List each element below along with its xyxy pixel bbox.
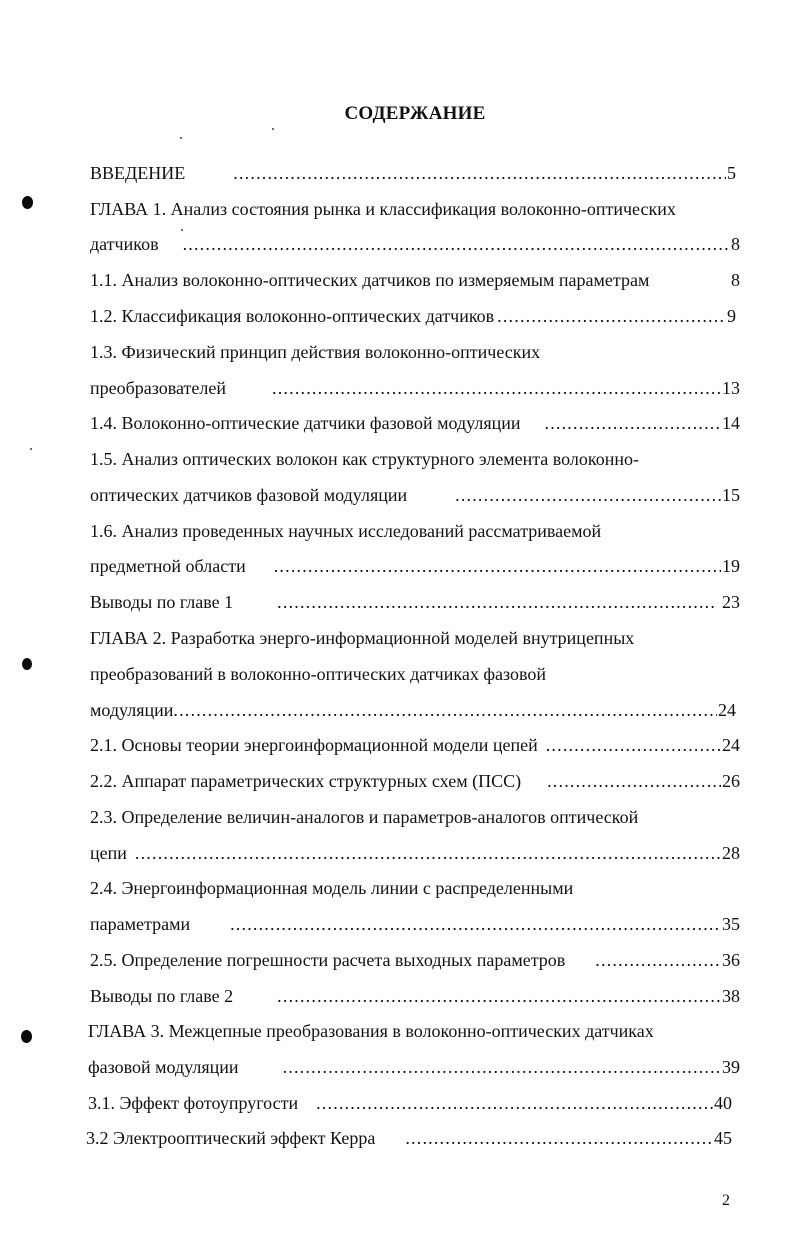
toc-entry (90, 734, 740, 756)
toc-entry (90, 913, 740, 935)
toc-entry-page: 45 (714, 1128, 732, 1148)
toc-entry-page: 9 (727, 306, 736, 326)
toc-entry-title: Выводы по главе 2 (90, 986, 234, 1006)
dot-leader (455, 484, 721, 506)
dot-leader (497, 305, 726, 327)
toc-entry (90, 877, 573, 899)
toc-entry-title: предметной области (90, 556, 246, 576)
toc-entry-page: 35 (722, 914, 740, 934)
toc-entry (90, 269, 740, 291)
dot-leader (595, 949, 721, 971)
toc-entry (90, 770, 740, 792)
dot-leader (173, 699, 717, 721)
toc-entry-title: цепи (90, 843, 127, 863)
binder-hole-mark (22, 196, 33, 209)
dot-leader (274, 555, 721, 577)
toc-entry (90, 412, 740, 434)
dot-leader (545, 412, 722, 434)
toc-entry-page: 38 (722, 986, 740, 1006)
dot-leader (135, 842, 721, 864)
toc-entry-title: преобразований в волоконно-оптических датчиках фазовой (90, 664, 546, 684)
toc-entry-title: 2.2. Аппарат параметрических структурных схем (ПСС) (90, 771, 522, 791)
toc-entry-title: фазовой модуляции (88, 1057, 239, 1077)
toc-entry-title: преобразователей (90, 378, 227, 398)
toc-entry (90, 484, 740, 506)
toc-entry-page: 24 (718, 700, 736, 720)
toc-entry-title: ГЛАВА 1. Анализ состояния рынка и классификация волоконно-оптических (90, 199, 676, 219)
dot-leader (183, 233, 730, 255)
toc-entry-title: ГЛАВА 2. Разработка энерго-информационной моделей внутрицепных (90, 628, 635, 648)
toc-entry-page: 39 (722, 1057, 740, 1077)
toc-entry-page: 24 (722, 735, 740, 755)
toc-entry (88, 1092, 732, 1114)
toc-entry-title: 3.1. Эффект фотоупругости (88, 1093, 299, 1113)
toc-entry (90, 591, 740, 613)
toc-entry-title: 2.3. Определение величин-аналогов и параметров-аналогов оптической (90, 807, 639, 827)
page-number: 2 (722, 1192, 730, 1209)
page-title: СОДЕРЖАНИЕ (344, 103, 486, 124)
toc-entry-title: Выводы по главе 1 (90, 592, 234, 612)
toc-entry-title: 1.2. Классификация волоконно-оптических датчиков (90, 306, 495, 326)
dot-leader (233, 162, 726, 184)
toc-entry (90, 233, 740, 255)
toc-entry-title: параметрами (90, 914, 191, 934)
toc-entry-page: 13 (722, 378, 740, 398)
toc-entry (90, 806, 638, 828)
binder-hole-mark (21, 1030, 32, 1043)
toc-entry-title: 1.1. Анализ волоконно-оптических датчиков по измеряемым параметрам (90, 270, 650, 290)
toc-entry-title: модуляции (90, 700, 174, 720)
toc-entry-page: 19 (722, 556, 740, 576)
toc-entry-title: датчиков (90, 234, 159, 254)
toc-entry (90, 985, 740, 1007)
toc-entry (90, 162, 736, 184)
toc-entry-page: 5 (727, 163, 736, 183)
toc-entry-title: 2.4. Энергоинформационная модель линии с распределенными (90, 878, 574, 898)
toc-entry-title: оптических датчиков фазовой модуляции (90, 485, 408, 505)
toc-entry-title: ГЛАВА 3. Межцепные преобразования в волоконно-оптических датчиках (88, 1021, 654, 1041)
toc-entry (88, 1056, 740, 1078)
dot-leader (277, 985, 721, 1007)
toc-entry (86, 1127, 732, 1149)
toc-entry-page: 8 (731, 234, 740, 254)
toc-entry (90, 949, 740, 971)
dot-leader (316, 1092, 713, 1114)
scan-speck (181, 229, 183, 231)
toc-entry (90, 448, 639, 470)
toc-entry-title: 2.1. Основы теории энергоинформационной модели цепей (90, 735, 538, 755)
toc-entry-title: 1.4. Волоконно-оптические датчики фазовой модуляции (90, 413, 521, 433)
toc-entry-page: 23 (722, 592, 740, 612)
dot-leader (283, 1056, 721, 1078)
dot-leader (272, 377, 721, 399)
toc-entry (90, 341, 540, 363)
toc-entry-title: 1.5. Анализ оптических волокон как структурного элемента волоконно- (90, 449, 639, 469)
toc-entry-title: 2.5. Определение погрешности расчета выходных параметров (90, 950, 566, 970)
toc-entry (90, 555, 740, 577)
toc-entry-title: 1.6. Анализ проведенных научных исследований рассматриваемой (90, 521, 602, 541)
toc-entry (90, 377, 740, 399)
toc-entry-title: 3.2 Электрооптический эффект Керра (86, 1128, 376, 1148)
toc-entry (90, 305, 736, 327)
toc-entry (90, 699, 736, 721)
scan-speck (180, 137, 182, 139)
binder-hole-mark (22, 658, 32, 670)
toc-entry-page: 14 (722, 413, 740, 433)
scan-speck (272, 128, 274, 130)
toc-entry-page: 15 (722, 485, 740, 505)
toc-entry (90, 198, 676, 220)
dot-leader (547, 770, 721, 792)
dot-leader (230, 913, 721, 935)
toc-entry-title: 1.3. Физический принцип действия волоконно-оптических (90, 342, 541, 362)
dot-leader (405, 1127, 713, 1149)
toc-entry (90, 663, 546, 685)
toc-entry (90, 627, 634, 649)
toc-entry-page: 40 (714, 1093, 732, 1113)
scan-speck (30, 448, 32, 450)
toc-entry (88, 1020, 654, 1042)
toc-entry-page: 26 (722, 771, 740, 791)
toc-entry-title: ВВЕДЕНИЕ (90, 163, 186, 183)
dot-leader (546, 734, 721, 756)
toc-entry-page: 8 (731, 270, 740, 290)
toc-entry-page: 36 (722, 950, 740, 970)
dot-leader (277, 591, 717, 613)
toc-entry-page: 28 (722, 843, 740, 863)
toc-entry (90, 842, 740, 864)
toc-entry (90, 520, 601, 542)
